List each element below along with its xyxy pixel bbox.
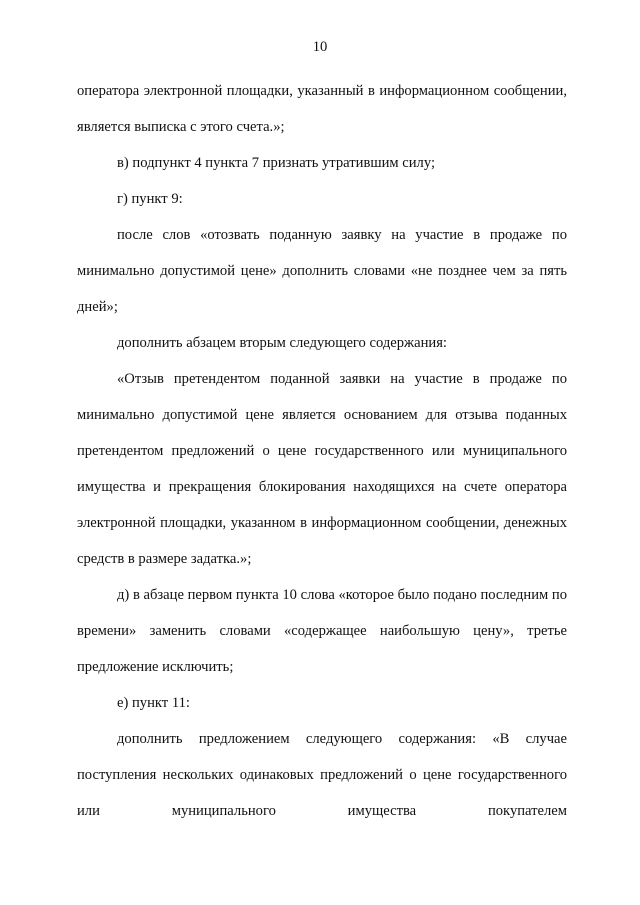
paragraph-subitem-v: в) подпункт 4 пункта 7 признать утратившим силу; xyxy=(117,155,435,171)
paragraph-add-sentence: дополнить предложением следующего содержания: «В случае поступления нескольких одинаковых предложений о цене государственного или муниципального имущества покупателем xyxy=(77,731,567,819)
paragraph-operator-account: оператора электронной площадки, указанный в информационном сообщении, является выписка с этого счета.»; xyxy=(77,83,567,135)
paragraph-subitem-g: г) пункт 9: xyxy=(117,191,183,207)
paragraph-subitem-d: д) в абзаце первом пункта 10 слова «которое было подано последним по времени» заменить словами «содержащее наибольшую цену», третье предложение исключить; xyxy=(77,587,567,675)
paragraph-withdrawal-quote: «Отзыв претендентом поданной заявки на участие в продаже по минимально допустимой цене является основанием для отзыва поданных претендентом предложений о цене государственного или муниципального имущества и прекращения блокирования находящихся на счете оператора электронной площадки, указанном в информационном сообщении, денежных средств в размере задатка.»; xyxy=(77,371,567,567)
page-number: 10 xyxy=(312,39,328,55)
paragraph-subitem-e: е) пункт 11: xyxy=(117,695,190,711)
paragraph-after-words: после слов «отозвать поданную заявку на участие в продаже по минимально допустимой цене» дополнить словами «не позднее чем за пять дней»; xyxy=(77,227,567,315)
paragraph-add-second: дополнить абзацем вторым следующего содержания: xyxy=(117,335,447,351)
document-body xyxy=(77,73,567,829)
